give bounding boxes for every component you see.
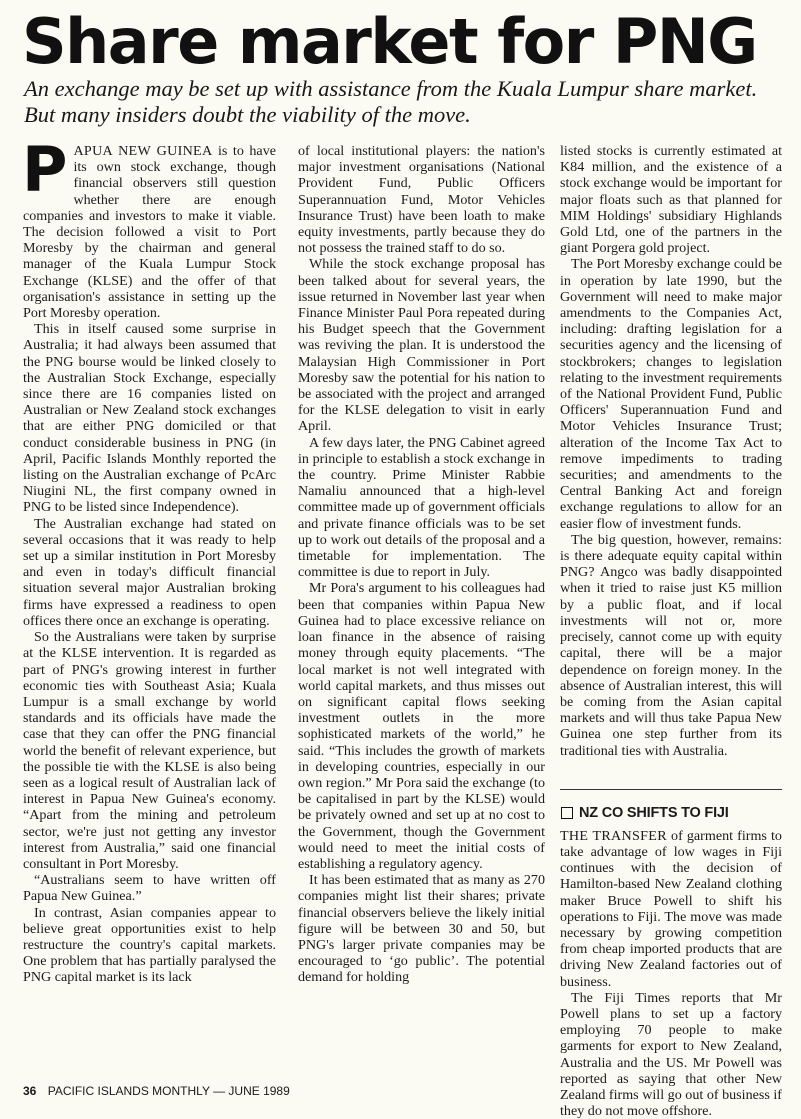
lead-paragraph xyxy=(22,133,276,322)
sidebar-divider xyxy=(560,789,782,790)
paragraph: The Fiji Times reports that Mr Powell plans to set up a factory employing 70 people to make garments for export to New Zealand, Australia and the US. Mr Powell was reported as saying that other New Zealand firms will go out of business if they do not move offshore. xyxy=(560,989,782,1119)
paragraph: The Port Moresby exchange could be in operation by late 1990, but the Government will need to make major amendments to the Companies Act, including: drafting legislation for a securities agency and the licensing of stockbrokers; changes to legislation relating to the investment requirements of the National Provident Fund, Public Officers' Superannuation Fund and Motor Vehicles Insurance Trust; alteration of the Income Tax Act to remove impediments to trading securities; and amendments to the Central Banking Act and foreign exchange regulations to allow for an easier flow of investment funds. xyxy=(560,256,782,532)
paragraph-text: of garment firms to take advantage of low wages in Fiji continues with the decision of Hamilton-based New Zealand clothing maker Bruce Powell to shift his operations to Fiji. The move was made necessary by growing competition from cheap imported products that are driving New Zealand factories out of business. xyxy=(560,827,782,990)
paragraph: listed stocks is currently estimated at K84 million, and the existence of a stock exchange would be important for major floats such as that planned for MIM Holdings' subsidiary Highlands Gold Ltd, one of the partners in the giant Porgera gold project. xyxy=(560,143,782,257)
paragraph: A few days later, the PNG Cabinet agreed in principle to establish a stock exchange in the country. Prime Minister Rabbie Namaliu announced that a high-level committee made up of government officials and private finance officials was to be set up to work out details of the proposal and a timetable for implementation. The committee is due to report in July. xyxy=(298,434,545,581)
paragraph: The Australian exchange had stated on several occasions that it was ready to help set up a similar institution in Port Moresby and even in today's difficult financial situation several major Australian broking firms have expressed a readiness to open offices there once an exchange is operating. xyxy=(23,515,276,629)
headline: Share market for PNG xyxy=(22,5,757,78)
publication-line: PACIFIC ISLANDS MONTHLY — JUNE 1989 xyxy=(47,1084,290,1098)
page-number: 36 xyxy=(23,1084,37,1098)
paragraph: While the stock exchange proposal has been talked about for several years, the issue returned in November last year when Finance Minister Paul Pora repeated during his Budget speech that the Government was reviving the plan. It is understood the Malaysian High Commissioner in Port Moresby saw the potential for his nation to be associated with the project and arranged for the KLSE delegation to visit in early April. xyxy=(298,256,545,435)
page-footer xyxy=(23,1084,290,1098)
paragraph-text: is to have its own stock exchange, though financial observers still question whether there are enough companies and investors to make it viable. The decision followed a visit to Port Moresby by the chairman and general manager of the Kuala Lumpur Stock Exchange (KLSE) and the offer of that organisation's assistance in setting up the Port Moresby operation. xyxy=(23,143,276,322)
standfirst: An exchange may be set up with assistance from the Kuala Lumpur share market. But many insiders doubt the viability of the move. xyxy=(24,76,758,127)
paragraph: of local institutional players: the nation's major investment organisations (National Provident Fund, Public Officers Superannuation Fund, Motor Vehicles Insurance Trust) have been loath to make equity investments, partly because they do not possess the trained staff to do so. xyxy=(298,143,545,257)
paragraph: The big question, however, remains: is there adequate equity capital within PNG? Angco was badly disappointed when it tried to raise just K5 million by a public float, and if local investments will not or, more precisely, cannot come up with equity capital, there will be a major dependence on foreign money. In the absence of Australian interest, this will be coming from the Asian capital markets and will thus take Papua New Guinea one step further from its traditional ties with Australia. xyxy=(560,531,782,759)
drop-cap: P xyxy=(22,133,68,206)
column-3 xyxy=(560,143,782,1119)
sidebar-lead-paragraph xyxy=(560,828,782,990)
paragraph: In contrast, Asian companies appear to believe great opportunities exist to help restructure the country's capital markets. One problem that has partially paralysed the PNG capital market is its lack xyxy=(23,904,276,986)
sidebar-lead-caps: THE TRANSFER xyxy=(560,827,667,844)
sidebar-title: NZ CO SHIFTS TO FIJI xyxy=(579,804,729,821)
paragraph: So the Australians were taken by surprise at the KLSE intervention. It is regarded as part of PNG's growing interest in further economic ties with Southeast Asia; Kuala Lumpur is a small exchange by world standards and its officials have made the case that they can offer the PNG financial world the benefit of relevant experience, but the possible tie with the KLSE is also being seen as a logical result of Australian lack of interest in Papua New Guinea's economy. “Apart from the mining and petroleum sector, we're just not getting any investor interest from Australia,” said one financial consultant in Port Moresby. xyxy=(23,629,276,872)
sidebar-heading xyxy=(560,804,782,822)
paragraph: It has been estimated that as many as 270 companies might list their shares; private financial observers believe the likely initial figure will be between 30 and 50, but PNG's larger private companies may be encouraged to ‘go public’. The potential demand for holding xyxy=(298,872,545,986)
paragraph: This in itself caused some surprise in Australia; it had always been assumed that the PNG bourse would be linked closely to the Australian Stock Exchange, especially since there are 16 companies listed on Australian or New Zealand stock exchanges that are either PNG domiciled or that conduct considerable business in PNG (in April, Pacific Islands Monthly reported the listing on the Australian exchange of PcArc Niugini NL, the first company owned in PNG to be listed since Independence). xyxy=(23,321,276,516)
lead-caps: APUA NEW GUINEA xyxy=(73,143,213,159)
column-1 xyxy=(22,133,276,986)
column-2 xyxy=(298,143,545,986)
square-bullet-icon xyxy=(561,807,573,819)
paragraph: Mr Pora's argument to his colleagues had been that companies within Papua New Guinea had to place excessive reliance on loan finance in the absence of raising money through equity placements. “The local market is not well integrated with world capital markets, and thus misses out on significant capital flows seeking investment outlets in the more sophisticated markets of the world,” he said. “This includes the growth of markets in developing countries, especially in our own region.” Mr Pora said the exchange (to be capitalised in part by the KLSE) would be privately owned and set up at no cost to the Government, though the Government would need to meet the initial costs of establishing a regulatory agency. xyxy=(298,580,545,872)
paragraph: “Australians seem to have written off Papua New Guinea.” xyxy=(23,872,276,905)
